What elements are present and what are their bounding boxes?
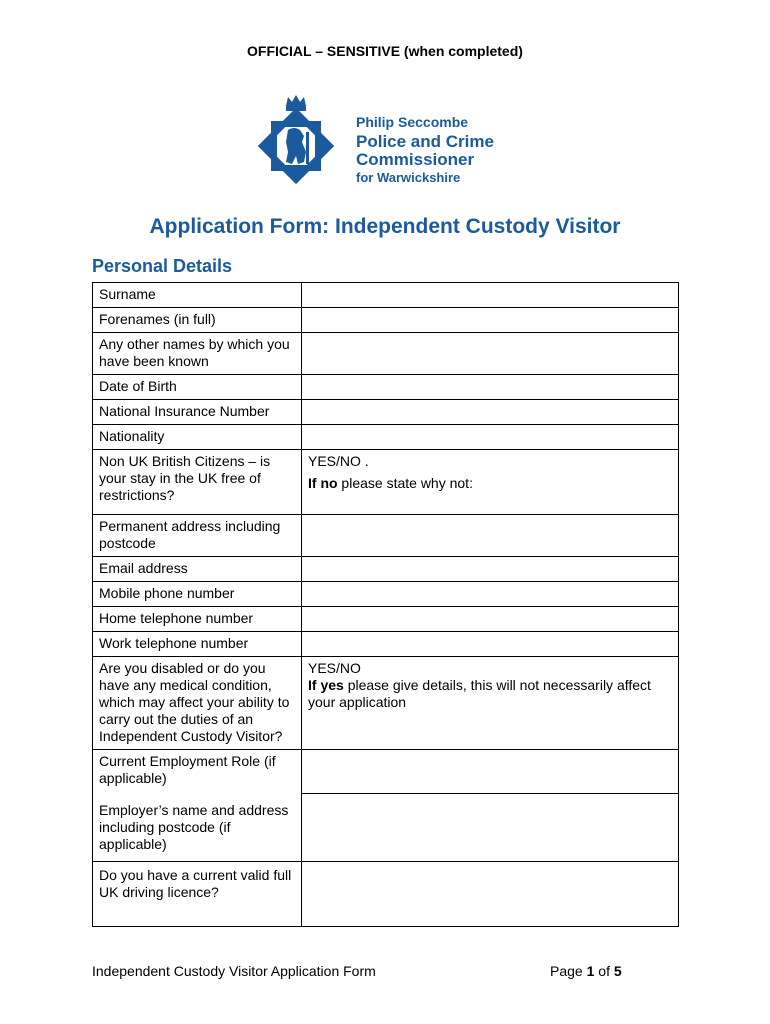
disabled-yes-no: YES/NO (308, 660, 361, 676)
disabled-input[interactable] (302, 657, 679, 750)
field-label-non-uk: Non UK British Citizens – is your stay in the UK free of restrictions? (93, 450, 302, 515)
field-label-employment-role: Current Employment Role (if applicable) (93, 750, 302, 794)
classification-marking: OFFICIAL – SENSITIVE (when completed) (247, 43, 523, 59)
pcc-logo (246, 94, 526, 198)
table-row (93, 557, 679, 582)
table-row (93, 515, 679, 557)
table-row (93, 862, 679, 927)
dob-input[interactable] (302, 375, 679, 400)
non-uk-instruction (308, 475, 672, 492)
page-total: 5 (613, 963, 622, 979)
table-row (93, 632, 679, 657)
field-label-address: Permanent address including postcode (93, 515, 302, 557)
logo-line-name: Philip Seccombe (356, 114, 469, 130)
table-row (93, 750, 679, 794)
non-uk-yes-no: YES/NO . (308, 453, 369, 469)
field-label-licence: Do you have a current valid full UK driving licence? (93, 862, 302, 927)
logo-wordmark (356, 115, 494, 184)
field-label-work-phone: Work telephone number (93, 632, 302, 657)
table-row (93, 425, 679, 450)
mobile-input[interactable] (302, 582, 679, 607)
personal-details-table (92, 282, 679, 927)
table-row (93, 657, 679, 750)
page-of: of (594, 963, 614, 979)
non-uk-instruction-rest: please state why not: (337, 475, 473, 491)
logo-line-commissioner: Commissioner (356, 150, 475, 169)
employer-input[interactable] (302, 793, 679, 862)
field-label-other-names: Any other names by which you have been known (93, 333, 302, 375)
ni-number-input[interactable] (302, 400, 679, 425)
table-row (93, 333, 679, 375)
table-row (93, 582, 679, 607)
disabled-instruction-rest: please give details, this will not necessarily affect your application (308, 677, 651, 710)
police-star-emblem-icon (246, 94, 346, 198)
non-uk-instruction-bold: If no (308, 475, 338, 491)
field-label-forenames: Forenames (in full) (93, 308, 302, 333)
work-phone-input[interactable] (302, 632, 679, 657)
logo-line-county: for Warwickshire (356, 170, 461, 185)
non-uk-input[interactable] (302, 450, 679, 515)
field-label-email: Email address (93, 557, 302, 582)
table-row (93, 283, 679, 308)
footer-document-title: Independent Custody Visitor Application Form (92, 963, 376, 979)
table-row (93, 400, 679, 425)
field-label-mobile: Mobile phone number (93, 582, 302, 607)
field-label-home-phone: Home telephone number (93, 607, 302, 632)
table-row (93, 793, 679, 862)
field-label-surname: Surname (93, 283, 302, 308)
disabled-instruction (308, 677, 672, 711)
logo-line-police: Police and Crime (356, 132, 494, 151)
field-label-dob: Date of Birth (93, 375, 302, 400)
table-row (93, 375, 679, 400)
address-input[interactable] (302, 515, 679, 557)
disabled-instruction-bold: If yes (308, 677, 344, 693)
table-row (93, 607, 679, 632)
forenames-input[interactable] (302, 308, 679, 333)
email-input[interactable] (302, 557, 679, 582)
field-label-disabled: Are you disabled or do you have any medical condition, which may affect your ability to carry out the duties of an Independent Custody Visitor? (93, 657, 302, 750)
field-label-employer: Employer’s name and address including postcode (if applicable) (93, 793, 302, 862)
table-row (93, 450, 679, 515)
nationality-input[interactable] (302, 425, 679, 450)
employment-role-input[interactable] (302, 750, 679, 794)
page-title: Application Form: Independent Custody Visitor (149, 215, 621, 238)
home-phone-input[interactable] (302, 607, 679, 632)
surname-input[interactable] (302, 283, 679, 308)
field-label-ni-number: National Insurance Number (93, 400, 302, 425)
licence-input[interactable] (302, 862, 679, 927)
other-names-input[interactable] (302, 333, 679, 375)
section-heading: Personal Details (92, 256, 233, 276)
page-prefix: Page (550, 963, 587, 979)
field-label-nationality: Nationality (93, 425, 302, 450)
page-current: 1 (586, 963, 595, 979)
table-row (93, 308, 679, 333)
footer-page-number (550, 963, 622, 979)
